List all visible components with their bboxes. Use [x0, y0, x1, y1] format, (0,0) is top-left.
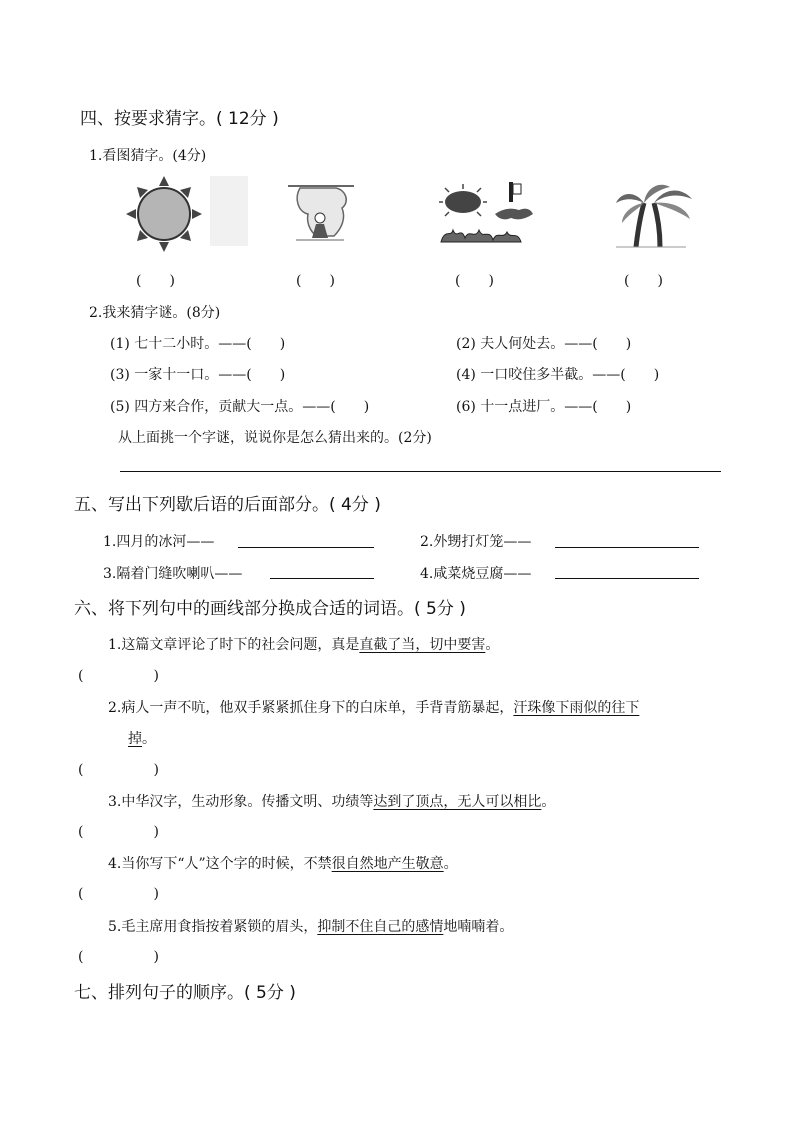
section6-title: 六、将下列句中的画线部分换成合适的词语。( 5分 ): [74, 599, 466, 619]
explain-answer-line[interactable]: [120, 471, 721, 472]
sentence-1: [108, 634, 499, 654]
tree-shade-person-icon: [286, 178, 356, 244]
sun-fire-mouth-knife-icon: [439, 180, 535, 246]
xiehouyu-4-answer-line[interactable]: [555, 578, 699, 579]
riddle-1[interactable]: (1) 七十二小时。——( ): [110, 336, 286, 352]
section4-title: 四、按要求猜字。( 12分 ): [80, 109, 279, 129]
sentence-1-text: 1.这篇文章评论了时下的社会问题，真是: [108, 637, 360, 653]
sentence-2-underline: 汗珠像下雨似的往下: [513, 700, 640, 716]
sentence-4-end: 。: [443, 856, 458, 872]
picture-answer-3[interactable]: ( ): [455, 273, 494, 289]
riddle-explain-prompt: 从上面挑一个字谜，说说你是怎么猜出来的。(2分): [118, 430, 432, 446]
picture-answer-2[interactable]: ( ): [296, 273, 335, 289]
sentence-3: [108, 791, 555, 811]
part2-title: 2.我来猜字谜。(8分): [89, 305, 221, 321]
sentence-4-underline: 很自然地产生敬意: [331, 856, 444, 872]
part1-title: 1.看图猜字。(4分): [89, 148, 207, 164]
section5-title: 五、写出下列歇后语的后面部分。( 4分 ): [74, 495, 381, 515]
sentence-1-underline: 直截了当，切中要害: [359, 637, 486, 653]
sentence-3-text: 3.中华汉字，生动形象。传播文明、功绩等: [108, 794, 374, 810]
sentence-5-answer[interactable]: ( ): [78, 949, 159, 965]
section7-title: 七、排列句子的顺序。( 5分 ): [74, 983, 296, 1003]
xiehouyu-3: 3.隔着门缝吹喇叭——: [103, 566, 243, 582]
riddle-5[interactable]: (5) 四方来合作，贡献大一点。——( ): [110, 399, 370, 415]
sentence-1-end: 。: [485, 637, 500, 653]
palm-trees-icon: [616, 179, 696, 249]
sentence-4: [108, 853, 458, 873]
sentence-2: [108, 697, 639, 717]
sentence-2-answer[interactable]: ( ): [78, 762, 159, 778]
xiehouyu-2: 2.外甥打灯笼——: [420, 534, 532, 550]
sentence-3-answer[interactable]: ( ): [78, 824, 159, 840]
sentence-5-text: 5.毛主席用食指按着紧锁的眉头，: [108, 919, 318, 935]
sentence-2-underline-cont: 掉: [128, 731, 142, 747]
riddle-6[interactable]: (6) 十一点进厂。——( ): [456, 399, 632, 415]
sentence-5: [108, 916, 513, 936]
sentence-3-end: 。: [541, 794, 556, 810]
sentence-2-end: 。: [142, 731, 156, 747]
sentence-5-underline: 抑制不住自己的感情: [317, 919, 444, 935]
xiehouyu-1-answer-line[interactable]: [238, 547, 374, 548]
sentence-2-cont: [128, 728, 156, 748]
sentence-4-text: 4.当你写下“人”这个字的时候，不禁: [108, 856, 332, 872]
riddle-3[interactable]: (3) 一家十一口。——( ): [110, 367, 286, 383]
sentence-3-underline: 达到了顶点，无人可以相比: [373, 794, 542, 810]
riddle-4[interactable]: (4) 一口咬住多半截。——( ): [456, 367, 660, 383]
xiehouyu-1: 1.四月的冰河——: [103, 534, 215, 550]
sentence-2-text: 2.病人一声不吭，他双手紧紧抓住身下的白床单，手背青筋暴起，: [108, 700, 514, 716]
sentence-4-answer[interactable]: ( ): [78, 886, 159, 902]
sentence-5-end: 地喃喃着。: [443, 919, 514, 935]
sentence-1-answer[interactable]: ( ): [78, 668, 159, 684]
xiehouyu-3-answer-line[interactable]: [270, 578, 374, 579]
xiehouyu-4: 4.咸菜烧豆腐——: [420, 566, 532, 582]
riddle-2[interactable]: (2) 夫人何处去。——( ): [456, 336, 632, 352]
picture-answer-4[interactable]: ( ): [624, 273, 663, 289]
xiehouyu-2-answer-line[interactable]: [555, 547, 699, 548]
picture-answer-1[interactable]: ( ): [136, 273, 175, 289]
sun-icon: [118, 176, 250, 254]
